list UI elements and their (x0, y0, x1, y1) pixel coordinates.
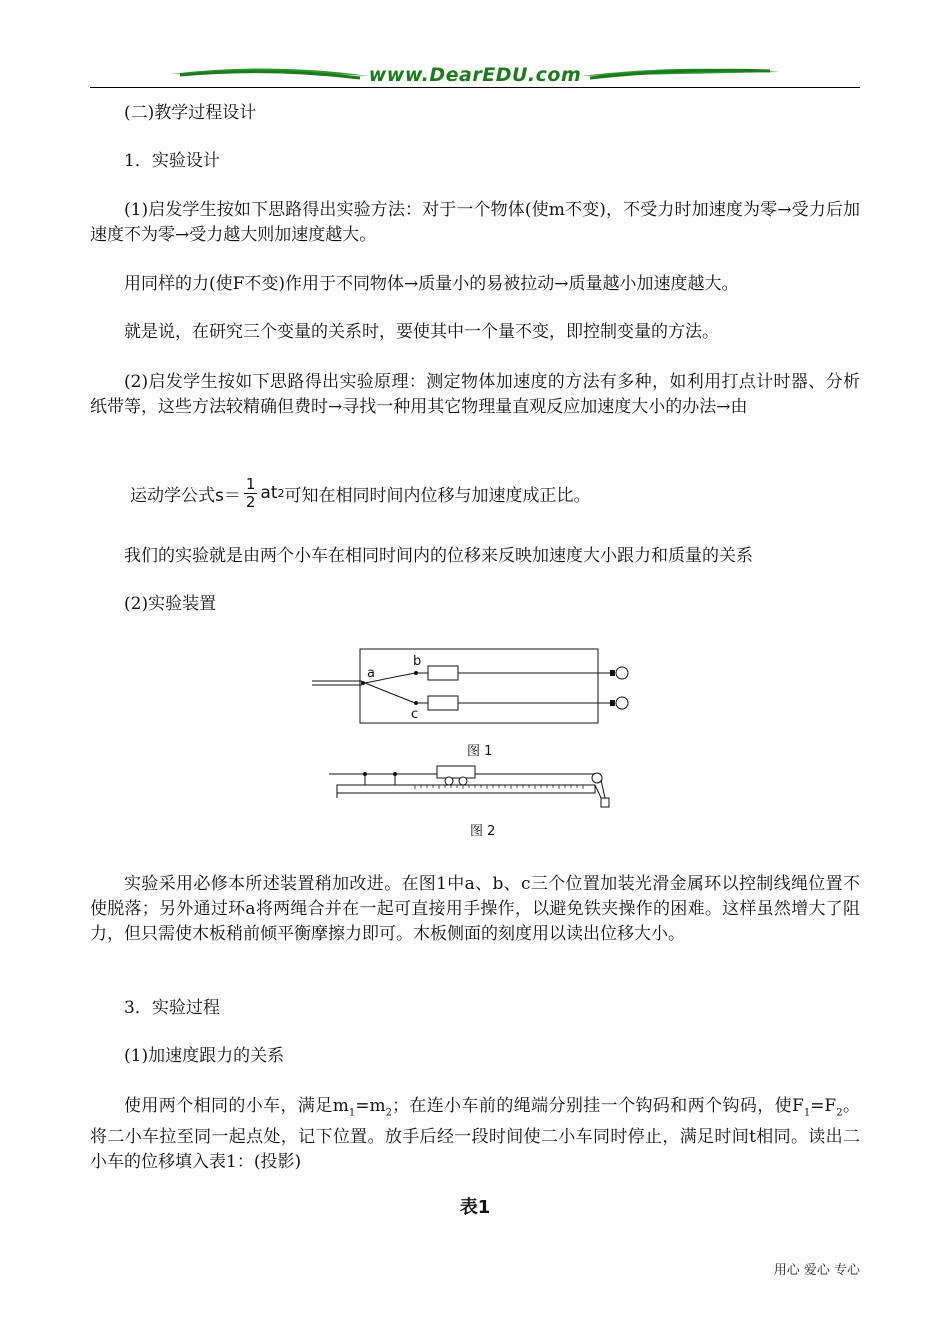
subscript-2: 2 (385, 1107, 392, 1119)
procedure-text-part2: =m (355, 1096, 386, 1116)
formula-suffix: 可知在相同时间内位移与加速度成正比。 (284, 485, 591, 506)
paragraph-experiment-summary: 我们的实验就是由两个小车在相同时间内的位移来反映加速度大小跟力和质量的关系 (124, 546, 753, 566)
figure-1-label-b: b (413, 654, 422, 669)
formula-lhs: s＝ (215, 485, 241, 506)
subsection-heading-apparatus: (2)实验装置 (124, 594, 217, 614)
site-logo-text: www.DearEDU.com (368, 64, 582, 86)
paragraph-control-variable: 就是说，在研究三个变量的关系时，要使其中一个量不变，即控制变量的方法。 (124, 322, 719, 342)
procedure-text-part1: 使用两个相同的小车，满足m (124, 1096, 349, 1116)
procedure-text-part3: ；在连小车前的绳端分别挂一个钩码和两个钩码，使F (391, 1096, 804, 1116)
header-rule (90, 87, 860, 88)
kinematics-formula (130, 468, 591, 518)
formula-term: at (260, 483, 278, 503)
figure-1-caption: 图 1 (467, 744, 493, 759)
paragraph-principle: (2)启发学生按如下思路得出实验原理：测定物体加速度的方法有多种，如利用打点计时器、分析纸带等，这些方法较精确但费时→寻找一种用其它物理量直观反应加速度大小的办法→由 (90, 372, 860, 417)
procedure-text-part4: =F (810, 1096, 837, 1116)
fraction-denominator: 2 (245, 492, 256, 511)
procedure-text-part5: 。将二小车拉至同一起点处，记下位置。放手后经一段时间使二小车同时停止，满足时间t相同。读出二小车的位移填入表1：(投影) (90, 1096, 861, 1173)
paragraph-apparatus-improvement: 实验采用必修本所述装置稍加改进。在图1中a、b、c三个位置加装光滑金属环以控制线绳位置不使脱落；另外通过环a将两绳合并在一起可直接用手操作，以避免铁夹操作的困难。这样虽然增大了阻力，但只需使木板稍前倾平衡摩擦力即可。木板侧面的刻度用以读出位移大小。 (90, 874, 860, 944)
figure-1-label-a: a (367, 666, 375, 681)
formula-fraction (244, 476, 258, 511)
paragraph-method: (1)启发学生按如下思路得出实验方法：对于一个物体(使m不变)，不受力时加速度为零→受力后加速度不为零→受力越大则加速度越大。 (90, 200, 860, 245)
subsection-heading-force-relation: (1)加速度跟力的关系 (124, 1046, 285, 1066)
section-heading: (二)教学过程设计 (124, 103, 257, 123)
subsection-heading-design: 1．实验设计 (124, 151, 220, 171)
page-footer: 用心 爱心 专心 (773, 1263, 860, 1278)
figure-1-label-c: c (411, 707, 419, 722)
subscript-1: 1 (348, 1107, 356, 1119)
right-swoosh-icon (580, 66, 780, 82)
figure-2-diagram (325, 762, 645, 814)
subsection-heading-procedure: 3．实验过程 (124, 998, 220, 1018)
subscript-1b: 1 (803, 1107, 811, 1119)
figure-2-caption: 图 2 (470, 824, 496, 839)
subscript-2b: 2 (836, 1107, 843, 1119)
paragraph-force: 用同样的力(使F不变)作用于不同物体→质量小的易被拉动→质量越小加速度越大。 (124, 274, 739, 294)
page-header (90, 60, 860, 90)
formula-prefix: 运动学公式 (130, 485, 215, 506)
figure-1-diagram (310, 645, 640, 730)
table-1-title: 表1 (459, 1197, 491, 1218)
formula-exponent: 2 (277, 486, 285, 500)
fraction-numerator: 1 (245, 474, 256, 493)
paragraph-procedure-detail (90, 1094, 860, 1175)
